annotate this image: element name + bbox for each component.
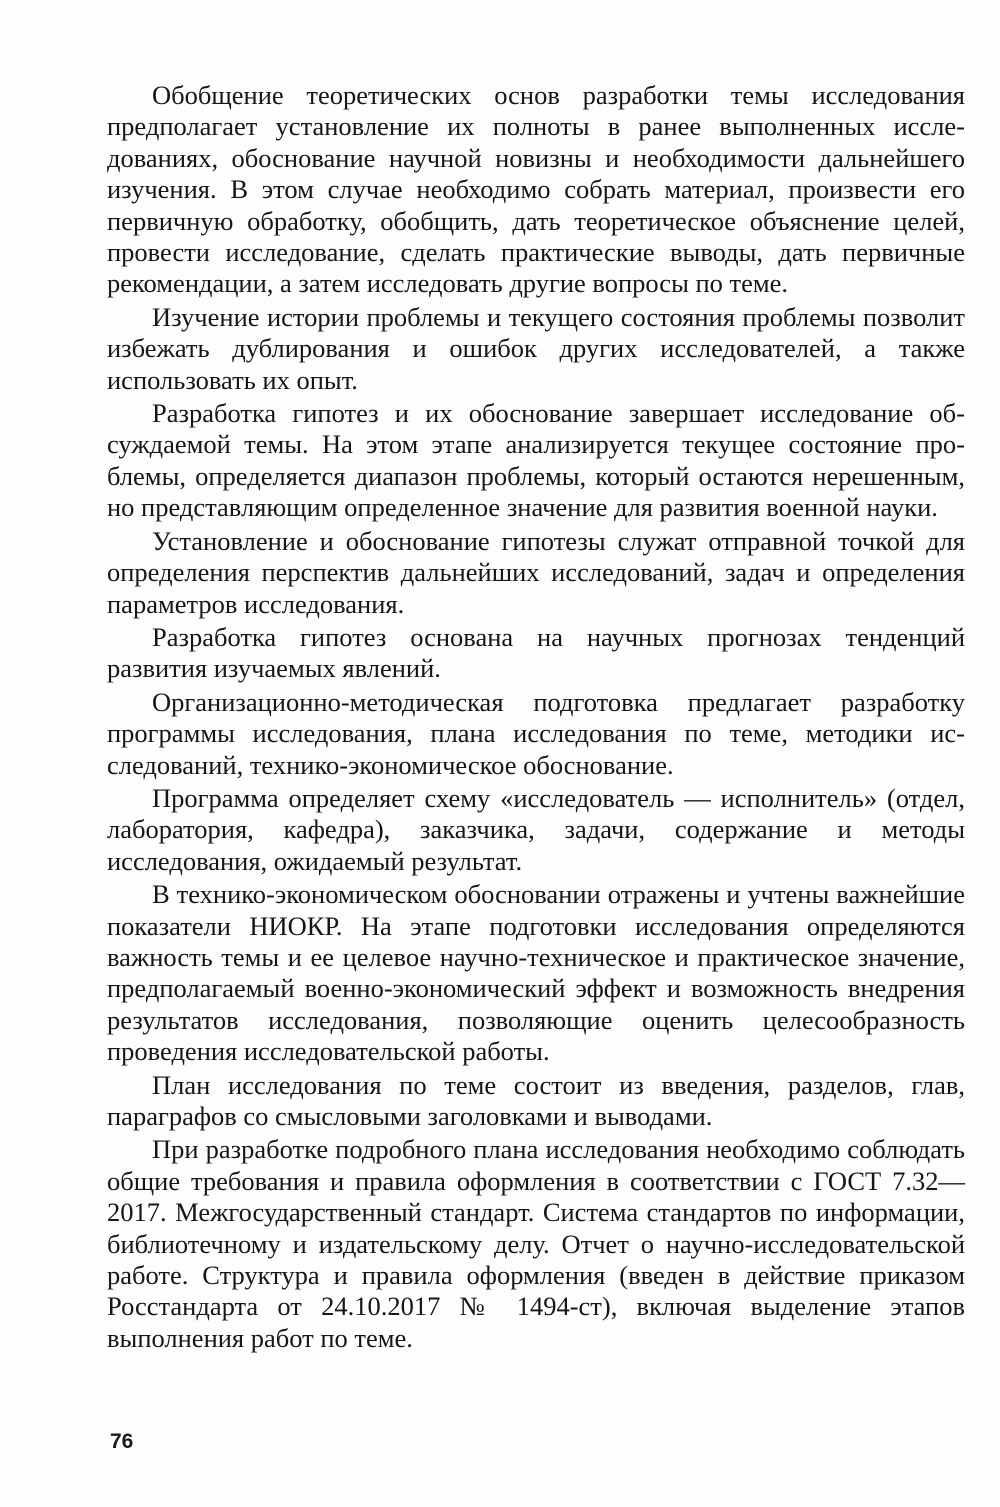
paragraph-3: Разработка гипотез и их обоснование завершает исследование обсуждаемой темы. На этом этапе анализируется текущее состояние проблемы, определяется диапазон проблемы, который остаются нерешенным, но представляющим определенное значение для развития военной науки. (107, 398, 965, 523)
paragraph-5: Разработка гипотез основана на научных прогнозах тенденций развития изучаемых явлений. (107, 621, 965, 684)
paragraph-8: В технико-экономическом обосновании отражены и учтены важнейшие показатели НИОКР. На этапе подготовки исследования определяются важность темы и ее целевое научно-техническое и практическое значение, предполагаемый военно-экономический эффект и возможность внедрения результатов исследования, позволяющие оценить целесообразность проведения исследовательской работы. (107, 879, 965, 1067)
body-text (107, 80, 965, 1356)
paragraph-4: Установление и обоснование гипотезы служат отправной точкой для определения перспектив дальнейших исследований, задач и определения параметров исследования. (107, 525, 965, 619)
paragraph-9: План исследования по теме состоит из введения, разделов, глав, параграфов со смысловыми заголовками и выводами. (107, 1069, 965, 1131)
page-number: 76 (110, 1430, 134, 1453)
paragraph-1: Обобщение теоретических основ разработки темы исследования предполагает установление их полноты в ранее выполненных исследованиях, обоснование научной новизны и необходимости дальнейшего изучения. В этом случае необходимо собрать материал, произвести его первичную обработку, обобщить, дать теоретическое объяснение целей, провести исследование, сделать практические выводы, дать первичные рекомендации, а затем исследовать другие вопросы по теме. (107, 80, 965, 299)
paragraph-6: Организационно-методическая подготовка предлагает разработку программы исследования, плана исследования по теме, методики исследований, технико-экономическое обоснование. (107, 686, 965, 780)
paragraph-10: При разработке подробного плана исследования необходимо соблюдать общие требования и правила оформления в соответствии с ГОСТ 7.32—2017. Межгосударственный стандарт. Система стандартов по информации, библиотечному и издательскому делу. Отчет о научно-исследовательской работе. Структура и правила оформления (введен в действие приказом Росстандарта от 24.10.2017 № 1494-ст), включая выделение этапов выполнения работ по теме. (107, 1134, 965, 1353)
paragraph-2: Изучение истории проблемы и текущего состояния проблемы позволит избежать дублирования и ошибок других исследователей, а также использовать их опыт. (107, 301, 965, 395)
paragraph-7: Программа определяет схему «исследователь — исполнитель» (отдел, лаборатория, кафедра), заказчика, задачи, содержание и методы исследования, ожидаемый результат. (107, 782, 965, 876)
